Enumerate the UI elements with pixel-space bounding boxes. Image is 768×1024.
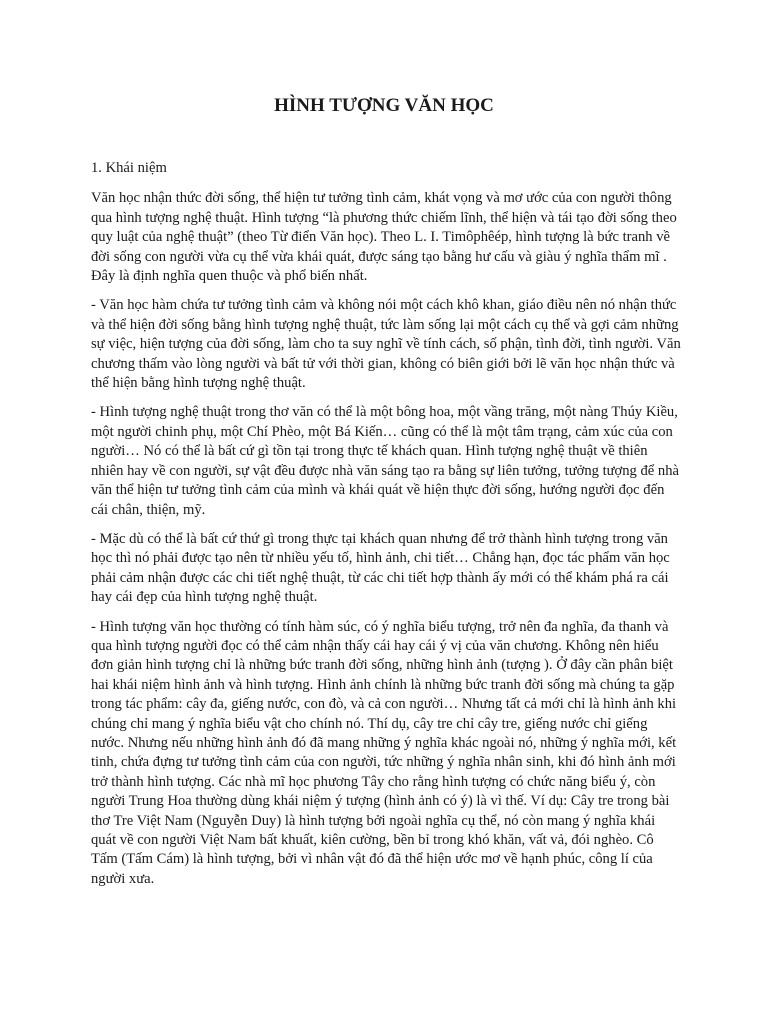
section-heading: 1. Khái niệm	[91, 160, 167, 176]
paragraph-details: - Mặc dù có thể là bất cứ thứ gì trong thực tại khách quan nhưng để trở thành hình tượng trong văn học thì nó phải được tạo nên từ nhiều yếu tố, hình ảnh, chi tiết… Chẳng hạn, đọc tác phẩm văn học phải cảm nhận được các chi tiết nghệ thuật, từ các chi tiết hợp thành ấy mới có thể khám phá ra cái hay cái đẹp của hình tượng nghệ thuật.	[91, 530, 670, 606]
paragraph-definition: Văn học nhận thức đời sống, thể hiện tư tưởng tình cảm, khát vọng và mơ ước của con người thông qua hình tượng nghệ thuật. Hình tượng “là phương thức chiếm lĩnh, thể hiện và tái tạo đời sống theo quy luật của nghệ thuật” (theo Từ điển Văn học). Theo L. I. Timôphêép, hình tượng là bức tranh về đời sống con người vừa cụ thể vừa khái quát, được sáng tạo bằng hư cấu và giàu ý nghĩa thẩm mĩ . Đây là định nghĩa quen thuộc và phổ biến nhất.	[91, 190, 677, 285]
document-body	[91, 159, 681, 899]
document-title: HÌNH TƯỢNG VĂN HỌC	[274, 95, 494, 116]
paragraph-examples: - Hình tượng nghệ thuật trong thơ văn có thể là một bông hoa, một vầng trăng, một nàng Thúy Kiều, một người chinh phụ, một Chí Phèo, một Bá Kiến… cũng có thể là một tâm trạng, cảm xúc của con người… Nó có thể là bất cứ gì tồn tại trong thực tế khách quan. Hình tượng nghệ thuật về thiên nhiên hay về con người, sự vật đều được nhà văn sáng tạo ra bằng sự liên tưởng, tưởng tượng để nhà văn thể hiện tư tưởng tình cảm của mình và khái quát về hiện thực đời sống, hướng người đọc đến cái chân, thiện, mỹ.	[91, 404, 679, 518]
paragraph-symbolism: - Hình tượng văn học thường có tính hàm súc, có ý nghĩa biểu tượng, trở nên đa nghĩa, đa thanh và qua hình tượng người đọc có thể cảm nhận thấy cái hay cái ý vị của văn chương. Không nên hiểu đơn giản hình tượng chỉ là những bức tranh đời sống, những hình ảnh (tượng ). Ở đây cần phân biệt hai khái niệm hình ảnh và hình tượng. Hình ảnh chính là những bức tranh đời sống mà chúng ta gặp trong tác phẩm: cây đa, giếng nước, con đò, và cả con người… Nhưng tất cả mới chỉ là hình ảnh khi chúng chỉ mang ý nghĩa biểu vật cho chính nó. Thí dụ, cây tre chỉ cây tre, giếng nước chỉ giếng nước. Nhưng nếu những hình ảnh đó đã mang những ý nghĩa khác ngoài nó, những ý nghĩa mới, kết tinh, chứa đựng tư tưởng tình cảm của con người, tức những ý nghĩa nhân sinh, khi đó hình ảnh mới trở thành hình tượng. Các nhà mĩ học phương Tây cho rằng hình tượng có chức năng biểu ý, còn người Trung Hoa thường dùng khái niệm ý tượng (hình ảnh có ý) là vì thế. Ví dụ: Cây tre trong bài thơ Tre Việt Nam (Nguyễn Duy) là hình tượng bởi ngoài nghĩa cụ thể, nó còn mang ý nghĩa khái quát về con người Việt Nam bất khuất, kiên cường, bền bỉ trong khó khăn, vất vả, đói nghèo. Cô Tấm (Tấm Cám) là hình tượng, bởi vì nhân vật đó đã thể hiện ước mơ về hạnh phúc, công lí của người xưa.	[91, 618, 677, 887]
paragraph-cognition: - Văn học hàm chứa tư tưởng tình cảm và không nói một cách khô khan, giáo điều nên nó nhận thức và thể hiện đời sống bằng hình tượng nghệ thuật, tức làm sống lại một cách cụ thể và gợi cảm những sự việc, hiện tượng của đời sống, làm cho ta suy nghĩ về tính cách, số phận, tình đời, tình người. Văn chương thấm vào lòng người và bất tử với thời gian, không có biên giới bởi lẽ văn học nhận thức và thể hiện bằng hình tượng nghệ thuật.	[91, 297, 681, 392]
